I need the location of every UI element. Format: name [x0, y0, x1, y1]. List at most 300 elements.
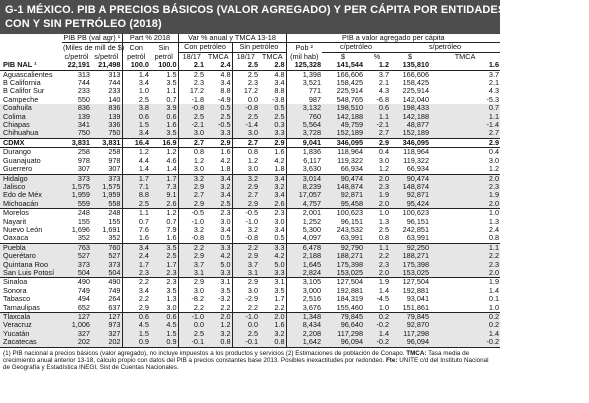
table-cell: 158,425: [402, 78, 430, 88]
table-cell: 1.6: [150, 121, 178, 129]
table-cell: 3.4: [122, 79, 150, 87]
table-cell: 558: [91, 200, 122, 209]
table-cell: 313: [108, 69, 121, 79]
table-cell: 233: [77, 86, 90, 96]
header-cpet: c/petról: [64, 51, 89, 61]
table-cell: 1.8: [220, 164, 231, 174]
table-cell: 2.5: [259, 113, 286, 121]
table-cell: 2.5: [178, 330, 205, 338]
table-cell: 258: [91, 148, 122, 157]
table-cell: 4.6: [166, 155, 177, 165]
table-cell: -2.1: [178, 121, 205, 129]
table-cell: 2.7: [178, 138, 205, 147]
table-cell: 2.3: [178, 79, 205, 87]
table-cell: 0.0: [232, 96, 259, 104]
table-cell: 233: [108, 86, 121, 96]
table-cell: 1.1: [430, 113, 500, 121]
table-cell: 142,040: [402, 94, 430, 104]
table-cell: 0.6: [150, 313, 178, 322]
table-cell: 16.9: [150, 138, 178, 147]
table-cell: 550: [77, 94, 90, 104]
table-cell: 760: [286, 113, 322, 121]
header-sin-p: petról: [154, 51, 173, 61]
table-cell: -0.1: [178, 338, 205, 346]
table-cell: 2.2: [232, 304, 259, 313]
header-milhab: (mil hab): [286, 52, 322, 61]
table-cell: 1.6: [259, 148, 286, 157]
table-cell: 0.7: [430, 104, 500, 112]
table-cell: 0.6: [122, 313, 150, 322]
table-cell: 1,642: [286, 338, 322, 346]
table-cell: 2.3: [364, 261, 390, 269]
table-cell: 2.2: [122, 295, 150, 303]
table-cell: 3.5: [166, 285, 177, 295]
table-cell: 0.5: [220, 233, 231, 243]
table-cell: 3.2: [259, 330, 286, 338]
entity-name: Guerrero: [3, 164, 33, 174]
header-y1: 18/17: [178, 52, 205, 61]
table-cell: 48,877: [390, 121, 430, 129]
table-cell: 66,934: [406, 164, 430, 174]
table-cell: 0.7: [166, 216, 177, 226]
table-cell: 1.7: [122, 261, 150, 269]
table-cell: 0.8: [488, 233, 500, 243]
header-c-petroleo: c/petróleo: [322, 43, 390, 52]
entity-name: Jalisco: [0, 183, 62, 191]
table-cell: 63,991: [340, 233, 364, 243]
table-cell: 1.5: [150, 330, 178, 338]
table-cell: -0.8: [178, 234, 205, 243]
table-cell: 1.2: [150, 209, 178, 218]
table-cell: -5.3: [486, 94, 500, 104]
table-cell: 373: [91, 261, 122, 269]
entity-name: Yucatán: [0, 330, 62, 338]
table-cell: 5,564: [286, 121, 322, 129]
table-cell: 652: [77, 302, 90, 312]
table-cell: 0.7: [166, 94, 177, 104]
table-cell: 0.4: [364, 148, 390, 157]
table-cell: 494: [77, 294, 90, 304]
header-sin-petroleo: Sin petróleo: [232, 43, 286, 52]
table-cell: 2.6: [150, 200, 178, 209]
table-cell: 6,478: [286, 243, 322, 252]
table-cell: 92,870: [390, 321, 430, 329]
table-cell: 0.8: [232, 148, 259, 157]
entity-name: Campeche: [3, 94, 39, 104]
table-cell: 2.3: [232, 79, 259, 87]
table-cell: 1.3: [166, 294, 177, 304]
table-cell: 2.4: [122, 252, 150, 260]
table-cell: 4,097: [286, 234, 322, 243]
table-cell: 1.0: [364, 209, 390, 218]
table-cell: 2.5: [205, 200, 232, 209]
table-cell: 0.8: [178, 148, 205, 157]
table-cell: 1,575: [62, 183, 91, 191]
table-cell: 2.5: [178, 70, 205, 79]
table-cell: -2.9: [232, 295, 259, 303]
table-cell: 118,964: [322, 148, 364, 157]
table-cell: 1.2: [150, 148, 178, 157]
entity-name: Guanajuato: [3, 155, 41, 165]
table-cell: 66,934: [340, 164, 364, 174]
table-cell: 0.2: [364, 313, 390, 322]
table-cell: 2.7: [232, 191, 259, 199]
table-cell: 1.4: [122, 70, 150, 79]
table-cell: 3.7: [178, 261, 205, 269]
table-cell: 2.9: [205, 138, 232, 147]
table-cell: 2.5: [178, 113, 205, 121]
table-cell: 2.0: [364, 174, 390, 183]
table-cell: 3.2: [232, 226, 259, 234]
table-cell: 1,348: [286, 313, 322, 322]
table-cell: 3.4: [122, 129, 150, 138]
entity-name: Oaxaca: [3, 233, 29, 243]
footnotes: [0, 347, 500, 372]
table-cell: 1.7: [150, 174, 178, 183]
table-cell: 2.0: [430, 269, 500, 278]
header-con: Con: [122, 43, 150, 52]
table-cell: 1.0: [430, 209, 500, 218]
footnote-tmca-label: TMCA:: [406, 349, 427, 357]
entity-name: Morelos: [0, 209, 62, 218]
table-cell: 248: [62, 209, 91, 218]
table-cell: 225,914: [402, 86, 430, 96]
header-dls2: $: [407, 51, 413, 61]
table-cell: 1.5: [166, 69, 177, 79]
table-cell: 2.5: [232, 113, 259, 121]
header-row-2: [0, 43, 500, 52]
header-dls1: $: [340, 51, 346, 61]
table-cell: 527: [91, 252, 122, 260]
table-cell: 1.8: [274, 164, 285, 174]
table-cell: 1,959: [62, 191, 91, 199]
header-pib-pc: PIB a valor agregado per cápita: [286, 34, 500, 43]
table-cell: 8,239: [286, 183, 322, 191]
table-cell: 490: [62, 278, 91, 287]
table-cell: 1.2: [122, 148, 150, 157]
table-cell: 0.6: [122, 113, 150, 121]
header-spet: s/petról: [94, 51, 119, 61]
table-cell: 3.1: [205, 278, 232, 287]
table-cell: 3.0: [220, 216, 231, 226]
entity-name: Edo de Méx: [0, 191, 62, 199]
table-cell: 2.6: [259, 200, 286, 209]
table-cell: 0.4: [430, 148, 500, 157]
table-cell: 155: [77, 216, 90, 226]
table-cell: 3.0: [378, 155, 390, 165]
header-pct1: %: [373, 51, 381, 61]
table-cell: 9.1: [150, 191, 178, 199]
table-cell: 202: [91, 338, 122, 346]
table-cell: 135,810: [390, 61, 430, 70]
table-cell: 188,271: [322, 252, 364, 260]
table-cell: 17.2: [232, 87, 259, 95]
table-cell: 3.4: [259, 191, 286, 199]
table-cell: 90,474: [390, 174, 430, 183]
table-cell: 1.4: [488, 285, 500, 295]
table-cell: 3.4: [205, 174, 232, 183]
table-cell: 3.5: [166, 78, 177, 88]
table-cell: 0.9: [122, 338, 150, 346]
table-cell: 6,117: [286, 157, 322, 165]
table-cell: 750: [91, 129, 122, 138]
table-row: [0, 338, 500, 346]
table-cell: 5.0: [259, 261, 286, 269]
table-cell: 3,831: [62, 138, 91, 147]
table-cell: 142,188: [322, 113, 364, 121]
table-cell: -0.2: [430, 338, 500, 346]
table-cell: 2.0: [430, 200, 500, 209]
table-cell: -0.2: [364, 338, 390, 346]
table-cell: 4.5: [122, 321, 150, 329]
table-cell: 1,252: [286, 218, 322, 226]
table-cell: 327: [62, 330, 91, 338]
table-cell: 1,575: [91, 183, 122, 191]
table-cell: 2.2: [178, 243, 205, 252]
table-cell: 95,424: [390, 200, 430, 209]
header-t1: TMCA: [207, 51, 229, 61]
table-cell: 341: [62, 121, 91, 129]
table-cell: 3.1: [259, 278, 286, 287]
table-cell: 2.3: [430, 183, 500, 191]
table-cell: 140: [108, 94, 121, 104]
table-cell: 3.4: [205, 191, 232, 199]
table-cell: 166,606: [336, 69, 364, 79]
table-cell: 2.5: [232, 70, 259, 79]
table-cell: -3.2: [217, 294, 231, 304]
entity-name: San Luis Potosí: [0, 269, 62, 278]
table-cell: -1.0: [232, 313, 259, 322]
table-cell: 3.2: [205, 330, 232, 338]
table-cell: 119,322: [337, 155, 364, 165]
table-cell: -1.4: [232, 121, 259, 129]
table-cell: 17.2: [178, 87, 205, 95]
table-cell: 1,006: [62, 321, 91, 329]
table-cell: 2.2: [430, 252, 500, 260]
table-cell: 3.5: [220, 285, 231, 295]
table-cell: 3.3: [205, 129, 232, 138]
table-cell: 978: [108, 155, 121, 165]
table-cell: 346,095: [390, 138, 430, 147]
header-var: Var % anual y TMCA 13-18: [178, 34, 286, 43]
table-cell: 0.1: [488, 294, 500, 304]
table-cell: 96,094: [322, 338, 364, 346]
table-cell: 3.5: [274, 285, 285, 295]
header-pib-pb: PIB PB (val agr) ¹: [63, 33, 121, 42]
table-cell: 1.0: [122, 87, 150, 95]
table-cell: 3.5: [150, 129, 178, 138]
title-bar: [0, 0, 589, 34]
table-cell: -1.0: [178, 218, 205, 226]
table-cell: 100,623: [322, 209, 364, 218]
table-cell: 373: [91, 174, 122, 183]
table-cell: 4.3: [488, 86, 500, 96]
table-cell: 0.0: [178, 321, 205, 329]
entity-name: CDMX: [0, 138, 62, 147]
table-cell: 148,874: [322, 183, 364, 191]
table-cell: 373: [62, 261, 91, 269]
table-cell: 2.3: [430, 261, 500, 269]
table-cell: 152,189: [322, 129, 364, 138]
table-cell: 3,521: [286, 79, 322, 87]
table-cell: -0.5: [232, 209, 259, 218]
table-cell: 3.7: [232, 261, 259, 269]
table-cell: -0.8: [178, 104, 205, 112]
table-cell: 1,959: [91, 191, 122, 199]
table-cell: 1.4: [378, 285, 390, 295]
table-cell: 0.5: [259, 104, 286, 112]
table-cell: 127,504: [322, 278, 364, 287]
table-cell: 1.9: [430, 191, 500, 199]
table-cell: 3.0: [488, 155, 500, 165]
entity-name: Tamaulipas: [3, 302, 40, 312]
table-cell: 1.2: [364, 61, 390, 70]
table-cell: 2.5: [232, 61, 259, 70]
entity-name: Tabasco: [3, 294, 31, 304]
table-cell: 1.4: [364, 330, 390, 338]
table-cell: 4.2: [259, 252, 286, 260]
table-cell: 3.0: [178, 129, 205, 138]
table-cell: 1.4: [122, 165, 150, 174]
table-cell: 1.0: [488, 302, 500, 312]
table-cell: 258: [62, 148, 91, 157]
table-cell: 2.2: [274, 302, 285, 312]
table-cell: 2.5: [122, 96, 150, 104]
table-cell: 4.2: [274, 155, 285, 165]
table-cell: 148,874: [390, 183, 430, 191]
table-cell: 118,964: [390, 148, 430, 157]
table-cell: 3.4: [220, 78, 231, 88]
table-cell: 127: [62, 313, 91, 322]
table-cell: 158,425: [336, 78, 364, 88]
table-cell: 1.0: [378, 302, 390, 312]
table-cell: 152,189: [390, 129, 430, 138]
table-cell: 2.3: [259, 209, 286, 218]
table-cell: 2.2: [220, 302, 231, 312]
table-cell: 3.2: [178, 174, 205, 183]
table-cell: 2.5: [122, 200, 150, 209]
table-cell: 490: [91, 278, 122, 287]
table-cell: 0.6: [364, 104, 390, 112]
table-cell: 7.9: [166, 224, 177, 234]
table-cell: 16.4: [122, 138, 150, 147]
table-cell: -1.4: [430, 121, 500, 129]
table-cell: 92,790: [322, 243, 364, 252]
table-cell: 2.7: [232, 138, 259, 147]
table-cell: 1,836: [286, 148, 322, 157]
table-cell: 1.4: [430, 330, 500, 338]
table-cell: 184,319: [336, 294, 364, 304]
table-cell: 373: [62, 174, 91, 183]
table-cell: 2.9: [232, 252, 259, 260]
table-cell: 5.0: [205, 261, 232, 269]
table-cell: 0.2: [430, 321, 500, 329]
table-cell: 3.4: [122, 287, 150, 295]
table-cell: 100.0: [150, 61, 178, 70]
table-cell: 0.5: [274, 233, 285, 243]
entity-name: Nayarit: [3, 216, 27, 226]
table-cell: 2.3: [150, 278, 178, 287]
header-part: Part % 2018: [122, 34, 178, 43]
table-cell: 3.1: [232, 269, 259, 278]
table-cell: 0.3: [259, 121, 286, 129]
table-cell: 3,132: [286, 104, 322, 112]
table-cell: -4.5: [376, 294, 390, 304]
table-cell: 96,151: [340, 216, 364, 226]
table-cell: 4.2: [205, 252, 232, 260]
table-cell: 3.4: [220, 224, 231, 234]
table-cell: 4.5: [150, 321, 178, 329]
table-cell: 2.1: [488, 78, 500, 88]
table-cell: 3,728: [286, 129, 322, 138]
table-cell: 22,191: [62, 61, 91, 70]
table-cell: 2.9: [122, 304, 150, 313]
table-cell: 1.3: [378, 216, 390, 226]
table-cell: 2.2: [364, 252, 390, 260]
entity-name: Chiapas: [0, 121, 62, 129]
table-cell: 559: [62, 200, 91, 209]
entity-name: B Califor Sur: [3, 86, 45, 96]
table-cell: 225,914: [336, 86, 364, 96]
table-cell: 1.7: [274, 294, 285, 304]
table-cell: 0.5: [205, 104, 232, 112]
table-cell: 242,851: [402, 224, 430, 234]
table-cell: 346,095: [322, 138, 364, 147]
header-con-p: petról: [122, 52, 150, 61]
table-cell: 2.3: [122, 269, 150, 278]
table-cell: 90,474: [322, 174, 364, 183]
table-cell: 4.8: [220, 69, 231, 79]
table-cell: 153,025: [390, 269, 430, 278]
table-cell: 2,516: [286, 295, 322, 303]
table-cell: 1.6: [166, 233, 177, 243]
table-cell: 2.9: [364, 138, 390, 147]
table-cell: 527: [62, 252, 91, 260]
table-cell: 139: [91, 113, 122, 121]
table-cell: 3,000: [286, 287, 322, 295]
table-cell: 2.3: [364, 183, 390, 191]
table-cell: 352: [108, 233, 121, 243]
table-cell: 3.4: [122, 243, 150, 252]
entity-name: Zacatecas: [0, 338, 62, 346]
table-cell: 2.3: [205, 209, 232, 218]
table-cell: 3.3: [259, 269, 286, 278]
table-cell: 352: [77, 233, 90, 243]
table-cell: 1.5: [122, 121, 150, 129]
footnote-source-label: Fte:: [385, 356, 398, 364]
entity-name: Veracruz: [0, 321, 62, 329]
table-cell: 1.1: [166, 86, 177, 96]
header-con-petroleo: Con petróleo: [178, 43, 232, 52]
table-cell: -1.8: [178, 96, 205, 104]
table-cell: 637: [108, 302, 121, 312]
table-cell: 750: [62, 129, 91, 138]
table-cell: 1.9: [364, 278, 390, 287]
table-cell: -0.5: [178, 209, 205, 218]
table-cell: 198,433: [390, 104, 430, 112]
table-cell: 96,151: [406, 216, 430, 226]
table-cell: 2.9: [232, 200, 259, 209]
table-cell: 1.1: [430, 243, 500, 252]
footnote-1: (1) PIB nacional a precios básicos (valor agregado), no incluye impuestos a los productos y servicios (2) Estimaciones de población de Conapo.: [3, 349, 405, 357]
table-row: [0, 61, 500, 70]
table-cell: -4.9: [217, 94, 231, 104]
table-cell: 3.1: [178, 269, 205, 278]
table-cell: 3,014: [286, 174, 322, 183]
table-cell: 117,298: [390, 330, 430, 338]
table-cell: 504: [62, 269, 91, 278]
table-cell: 749: [108, 285, 121, 295]
